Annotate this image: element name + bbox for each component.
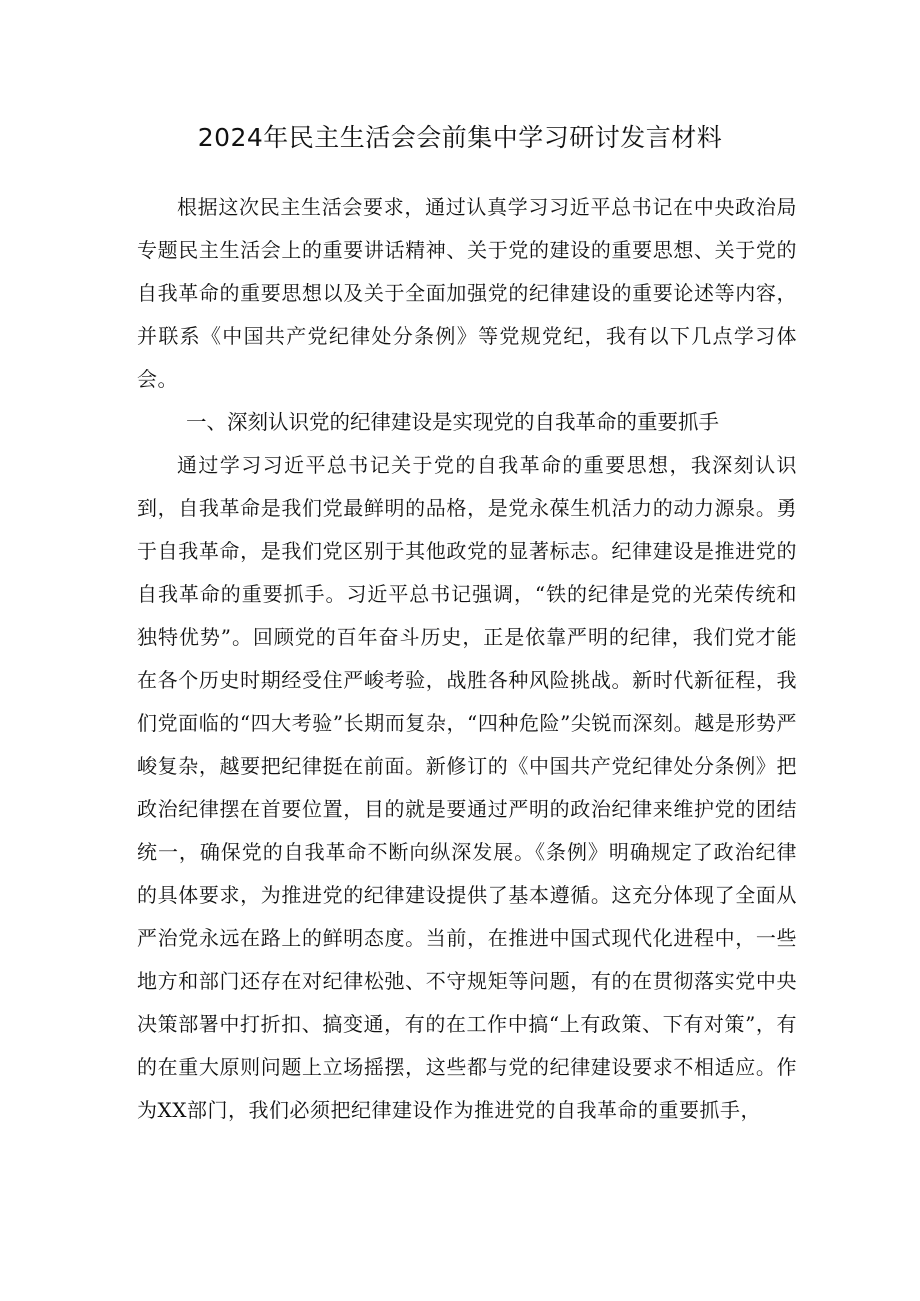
section-1-paragraph: 通过学习习近平总书记关于党的自我革命的重要思想，我深刻认识到，自我革命是我们党最鲜明的品格，是党永葆生机活力的动力源泉。勇于自我革命，是我们党区别于其他政党的显著标志。纪律建设是推进党的自我革命的重要抓手。习近平总书记强调，“铁的纪律是党的光荣传统和独特优势”。回顾党的百年奋斗历史，正是依靠严明的纪律，我们党才能在各个历史时期经受住严峻考验，战胜各种风险挑战。新时代新征程，我们党面临的“四大考验”长期而复杂，“四种危险”尖锐而深刻。越是形势严峻复杂，越要把纪律挺在前面。新修订的《中国共产党纪律处分条例》把政治纪律摆在首要位置，目的就是要通过严明的政治纪律来维护党的团结统一，确保党的自我革命不断向纵深发展。《条例》明确规定了政治纪律的具体要求，为推进党的纪律建设提供了基本遵循。这充分体现了全面从严治党永远在路上的鲜明态度。当前，在推进中国式现代化进程中，一些地方和部门还存在对纪律松弛、不守规矩等问题，有的在贯彻落实党中央决策部署中打折扣、搞变通，有的在工作中搞“上有政策、下有对策”，有的在重大原则问题上立场摇摆，这些都与党的纪律建设要求不相适应。作为XX部门，我们必须把纪律建设作为推进党的自我革命的重要抓手， [137, 453, 797, 1122]
intro-paragraph: 根据这次民主生活会要求，通过认真学习习近平总书记在中央政治局专题民主生活会上的重要讲话精神、关于党的建设的重要思想、关于党的自我革命的重要思想以及关于全面加强党的纪律建设的重要论述等内容，并联系《中国共产党纪律处分条例》等党规党纪，我有以下几点学习体会。 [137, 195, 797, 391]
section-heading-1: 一、深刻认识党的纪律建设是实现党的自我革命的重要抓手 [186, 410, 719, 434]
document-title: 2024年民主生活会会前集中学习研讨发言材料 [197, 123, 723, 152]
